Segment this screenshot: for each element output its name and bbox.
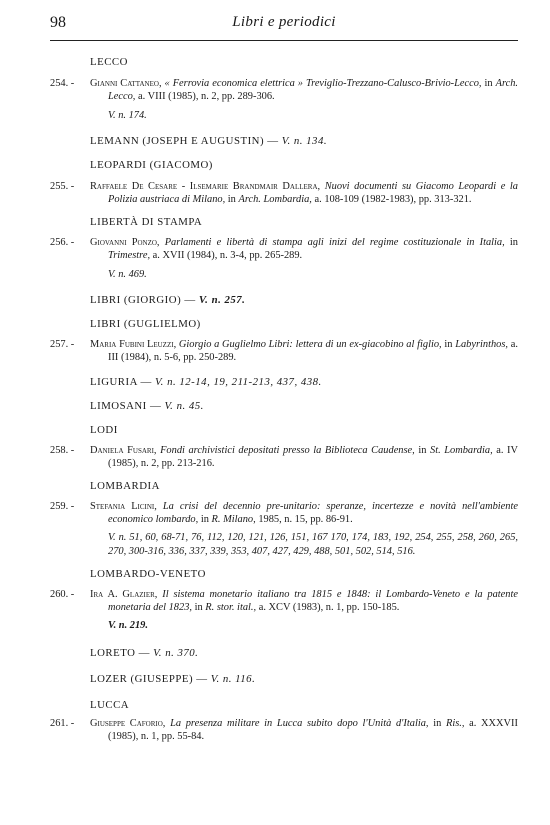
- entry-journal: R. Milano,: [211, 514, 256, 525]
- entry-journal: Ris.,: [445, 718, 465, 729]
- heading-name: LIGURIA —: [90, 376, 152, 388]
- entry-in: in: [194, 602, 203, 613]
- entry-title: La presenza militare in Lucca subito dopo l'Unità d'Italia,: [170, 718, 429, 729]
- entry-details: a. 108-109 (1982-1983), pp. 313-321.: [314, 194, 472, 205]
- entry-259: [50, 500, 518, 526]
- entry-in: in: [484, 78, 493, 89]
- see-also-259: V. n. 51, 60, 68-71, 76, 112, 120, 121, 126, 151, 167 170, 174, 183, 192, 254, 255, 258, 260, 265, 270, 300-316, 336, 337, 339, 353, 407, 427, 429, 488, 501, 502, 514, 516.: [108, 532, 518, 557]
- page-body: [50, 54, 518, 743]
- entry-258: [50, 444, 518, 470]
- entry-author: Giuseppe Caforio,: [90, 718, 166, 729]
- entry-number: 256. -: [50, 237, 75, 248]
- entry-in: in: [418, 445, 427, 456]
- page-header: [50, 14, 518, 36]
- heading-name: LEMANN (JOSEPH E AUGUSTIN) —: [90, 135, 279, 147]
- entry-number: 257. -: [50, 339, 75, 350]
- heading-name: LIMOSANI —: [90, 400, 162, 412]
- see-also-254: V. n. 174.: [108, 110, 147, 121]
- heading-limosani: [90, 400, 518, 412]
- entry-author: Raffaele De Cesare - Ilsemarie Brandmair Dallera,: [90, 181, 321, 192]
- entry-text: [90, 180, 518, 206]
- entry-details: a. XVII (1984), n. 3-4, pp. 265-289.: [152, 250, 303, 261]
- entry-details: a. VIII (1985), n. 2, pp. 289-306.: [138, 91, 275, 102]
- entry-text: [90, 588, 518, 614]
- entry-journal: St. Lombardia,: [430, 445, 493, 456]
- entry-journal: Labyrinthos,: [455, 339, 509, 350]
- entry-journal: Trimestre,: [108, 250, 151, 261]
- see-also-260: V. n. 219.: [108, 620, 148, 631]
- entry-in: in: [509, 237, 518, 248]
- entry-author: Daniela Fusari,: [90, 445, 157, 456]
- entry-title: Parlamenti e libertà di stampa agli inizi del regime costituzionale in Italia,: [164, 237, 505, 248]
- entry-in: in: [444, 339, 453, 350]
- heading-liberta-di-stampa: LIBERTÀ DI STAMPA: [90, 216, 203, 228]
- heading-lodi: LODI: [90, 424, 118, 436]
- entry-title: La crisi del decennio pre-unitario: speranze, incertezze e novità nell'ambiente economico lombardo,: [108, 501, 518, 525]
- page-number: 98: [50, 14, 66, 31]
- cross-ref: V. n. 116.: [210, 673, 256, 685]
- entry-number: 254. -: [50, 78, 75, 89]
- cross-ref: V. n. 134.: [281, 135, 328, 147]
- heading-liguria: [90, 376, 518, 388]
- entry-journal: Arch. Lecco,: [108, 78, 519, 102]
- entry-author: Maria Fubini Leuzzi,: [90, 339, 177, 350]
- heading-name: LORETO —: [90, 647, 150, 659]
- entry-260: [50, 588, 518, 614]
- entry-author: Stefania Licini,: [90, 501, 157, 512]
- entry-journal: Arch. Lombardia,: [238, 194, 312, 205]
- entry-text: [90, 236, 518, 262]
- entry-256: [50, 236, 518, 262]
- entry-text: [90, 500, 518, 526]
- entry-details: a. III (1984), n. 5-6, pp. 250-289.: [108, 339, 518, 363]
- heading-libri-guglielmo: LIBRI (GUGLIELMO): [90, 318, 201, 330]
- entry-number: 261. -: [50, 718, 75, 729]
- entry-number: 260. -: [50, 589, 75, 600]
- entry-details: a. IV (1985), n. 2, pp. 213-216.: [108, 445, 518, 469]
- cross-ref: V. n. 45.: [164, 400, 204, 412]
- entry-title: Nuovi documenti su Giacomo Leopardi e la Polizia austriaca di Milano,: [108, 181, 518, 205]
- heading-name: LOZER (GIUSEPPE) —: [90, 673, 208, 685]
- heading-lombardia: LOMBARDIA: [90, 480, 160, 492]
- entry-title: Giorgio a Guglielmo Libri: lettera di un ex-giacobino al figlio,: [178, 339, 442, 350]
- entry-details: 1985, n. 15, pp. 86-91.: [258, 514, 353, 525]
- entry-author: Ira A. Glazier,: [90, 589, 158, 600]
- entry-number: 258. -: [50, 445, 75, 456]
- heading-libri-giorgio: [90, 294, 518, 306]
- entry-text: [90, 717, 518, 743]
- entry-257: [50, 338, 518, 364]
- cross-ref: V. n. 257.: [198, 294, 246, 306]
- heading-lozer: [90, 673, 518, 685]
- heading-lucca: LUCCA: [90, 699, 130, 711]
- entry-title: Il sistema monetario italiano tra 1815 e 1848: il Lombardo-Veneto e la patente monetaria del 1823,: [108, 589, 518, 613]
- entry-261: [50, 717, 518, 743]
- entry-author: Gianni Cattaneo,: [90, 78, 162, 89]
- heading-name: LIBRI (GIORGIO) —: [90, 294, 196, 306]
- entry-details: a. XCV (1983), n. 1, pp. 150-185.: [258, 602, 400, 613]
- see-also-256: V. n. 469.: [108, 269, 147, 280]
- cross-ref: V. n. 370.: [153, 647, 199, 659]
- entry-in: in: [200, 514, 209, 525]
- heading-lemann: [90, 135, 518, 147]
- heading-loreto: [90, 647, 518, 659]
- entry-journal: R. stor. ital.,: [205, 602, 257, 613]
- heading-lecco: LECCO: [90, 56, 128, 68]
- header-rule: [50, 40, 518, 41]
- entry-text: [90, 77, 518, 103]
- cross-ref: V. n. 12-14, 19, 211-213, 437, 438.: [154, 376, 322, 388]
- entry-details: a. XXXVII (1985), n. 1, pp. 55-84.: [108, 718, 518, 742]
- entry-254: [50, 77, 518, 103]
- entry-in: in: [433, 718, 442, 729]
- heading-lombardo-veneto: LOMBARDO-VENETO: [90, 568, 206, 580]
- entry-title: Fondi archivistici depositati presso la Biblioteca Caudense,: [160, 445, 415, 456]
- entry-255: [50, 180, 518, 206]
- running-title: Libri e periodici: [232, 14, 336, 30]
- entry-in: in: [227, 194, 236, 205]
- entry-title: « Ferrovia economica elettrica » Treviglio-Trezzano-Calusco-Brivio-Lecco,: [164, 78, 482, 89]
- entry-author: Giovanni Ponzo,: [90, 237, 160, 248]
- heading-leopardi: LEOPARDI (GIACOMO): [90, 159, 213, 171]
- entry-text: [90, 444, 518, 470]
- entry-text: [90, 338, 518, 364]
- entry-number: 259. -: [50, 501, 75, 512]
- entry-number: 255. -: [50, 181, 75, 192]
